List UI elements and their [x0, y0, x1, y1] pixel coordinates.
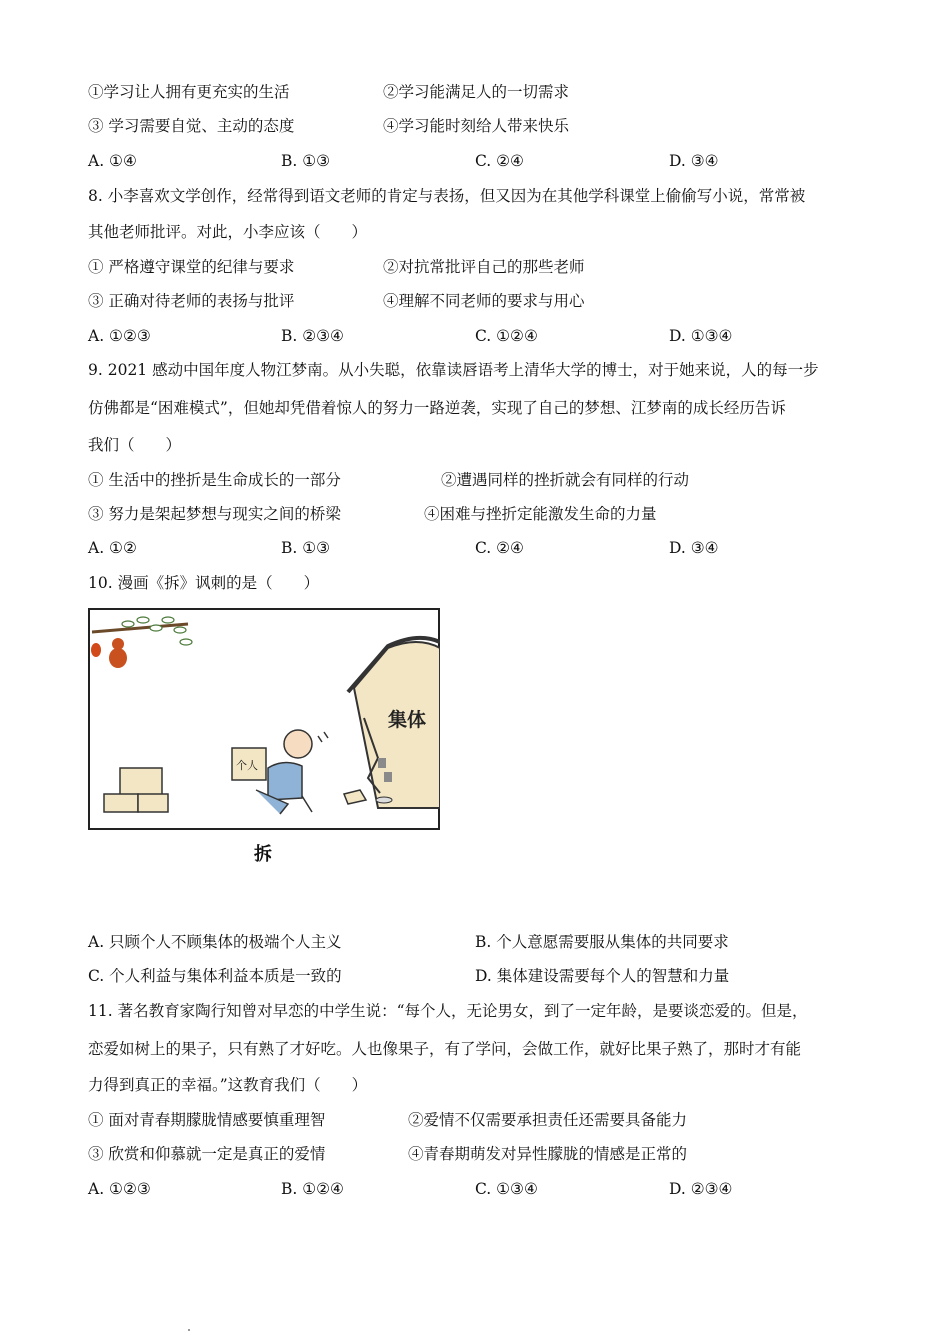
q7-option-2: ②学习能满足人的一切需求 — [383, 83, 570, 101]
q9-choice-a: A. ①② — [88, 539, 137, 557]
cartoon-caption: 拆 — [254, 844, 272, 865]
q8-option-2: ②对抗常批评自己的那些老师 — [383, 258, 585, 276]
q9-option-2: ②遭遇同样的挫折就会有同样的行动 — [441, 471, 690, 489]
q10-stem: 10. 漫画《拆》讽刺的是（ ） — [88, 574, 320, 592]
q10-choice-b: B. 个人意愿需要服从集体的共同要求 — [475, 933, 729, 951]
q7-option-4: ④学习能时刻给人带来快乐 — [383, 117, 570, 135]
individual-label: 个人 — [236, 759, 258, 772]
q8-choice-a: A. ①②③ — [88, 327, 151, 345]
q11-choice-a: A. ①②③ — [88, 1180, 151, 1198]
q11-option-2: ②爱情不仅需要承担责任还需要具备能力 — [408, 1111, 688, 1129]
q9-stem-line-3: 我们（ ） — [88, 436, 182, 454]
q9-option-4: ④困难与挫折定能激发生命的力量 — [424, 505, 657, 523]
q8-stem-line-1: 8. 小李喜欢文学创作，经常得到语文老师的肯定与表扬，但又因为在其他学科课堂上偷偷写小说，常常被 — [88, 187, 806, 205]
q11-stem-line-3: 力得到真正的幸福。”这教育我们（ ） — [88, 1076, 368, 1094]
q9-stem-line-1: 9. 2021 感动中国年度人物江梦南。从小失聪，依靠读唇语考上清华大学的博士，对于她来说，人的每一步 — [88, 361, 819, 379]
q9-choice-c: C. ②④ — [475, 539, 524, 557]
q8-option-3: ③ 正确对待老师的表扬与批评 — [88, 292, 295, 310]
cartoon-image — [88, 608, 440, 830]
q11-option-4: ④青春期萌发对异性朦胧的情感是正常的 — [408, 1145, 688, 1163]
q9-choice-d: D. ③④ — [669, 539, 719, 557]
q11-choice-b: B. ①②④ — [281, 1180, 344, 1198]
collective-label: 集体 — [388, 709, 427, 731]
q9-option-1: ① 生活中的挫折是生命成长的一部分 — [88, 471, 341, 489]
q9-stem-line-2: 仿佛都是“困难模式”，但她却凭借着惊人的努力一路逆袭，实现了自己的梦想、江梦南的成长经历告诉 — [88, 399, 786, 417]
q7-option-1: ①学习让人拥有更充实的生活 — [88, 83, 290, 101]
q7-choice-d: D. ③④ — [669, 152, 719, 170]
q8-choice-d: D. ①③④ — [669, 327, 733, 345]
q8-choice-c: C. ①②④ — [475, 327, 538, 345]
q7-choice-c: C. ②④ — [475, 152, 524, 170]
q11-option-3: ③ 欣赏和仰慕就一定是真正的爱情 — [88, 1145, 326, 1163]
q10-choice-a: A. 只顾个人不顾集体的极端个人主义 — [88, 933, 342, 951]
q8-stem-line-2: 其他老师批评。对此，小李应该（ ） — [88, 223, 368, 241]
q11-option-1: ① 面对青春期朦胧情感要慎重理智 — [88, 1111, 326, 1129]
q9-option-3: ③ 努力是架起梦想与现实之间的桥梁 — [88, 505, 341, 523]
q8-option-1: ① 严格遵守课堂的纪律与要求 — [88, 258, 295, 276]
q8-option-4: ④理解不同老师的要求与用心 — [383, 292, 585, 310]
q11-choice-c: C. ①③④ — [475, 1180, 538, 1198]
q7-choice-a: A. ①④ — [88, 152, 137, 170]
q11-stem-line-2: 恋爱如树上的果子，只有熟了才好吃。人也像果子，有了学问，会做工作，就好比果子熟了，那时才有能 — [88, 1040, 802, 1058]
q11-stem-line-1: 11. 著名教育家陶行知曾对早恋的中学生说：“每个人，无论男女，到了一定年龄，是要谈恋爱的。但是， — [88, 1002, 808, 1020]
q7-choice-b: B. ①③ — [281, 152, 331, 170]
q11-choice-d: D. ②③④ — [669, 1180, 733, 1198]
page-speck — [188, 1329, 190, 1331]
q7-option-3: ③ 学习需要自觉、主动的态度 — [88, 117, 295, 135]
q10-choice-c: C. 个人利益与集体利益本质是一致的 — [88, 967, 342, 985]
q9-choice-b: B. ①③ — [281, 539, 331, 557]
q10-choice-d: D. 集体建设需要每个人的智慧和力量 — [475, 967, 730, 985]
q8-choice-b: B. ②③④ — [281, 327, 344, 345]
